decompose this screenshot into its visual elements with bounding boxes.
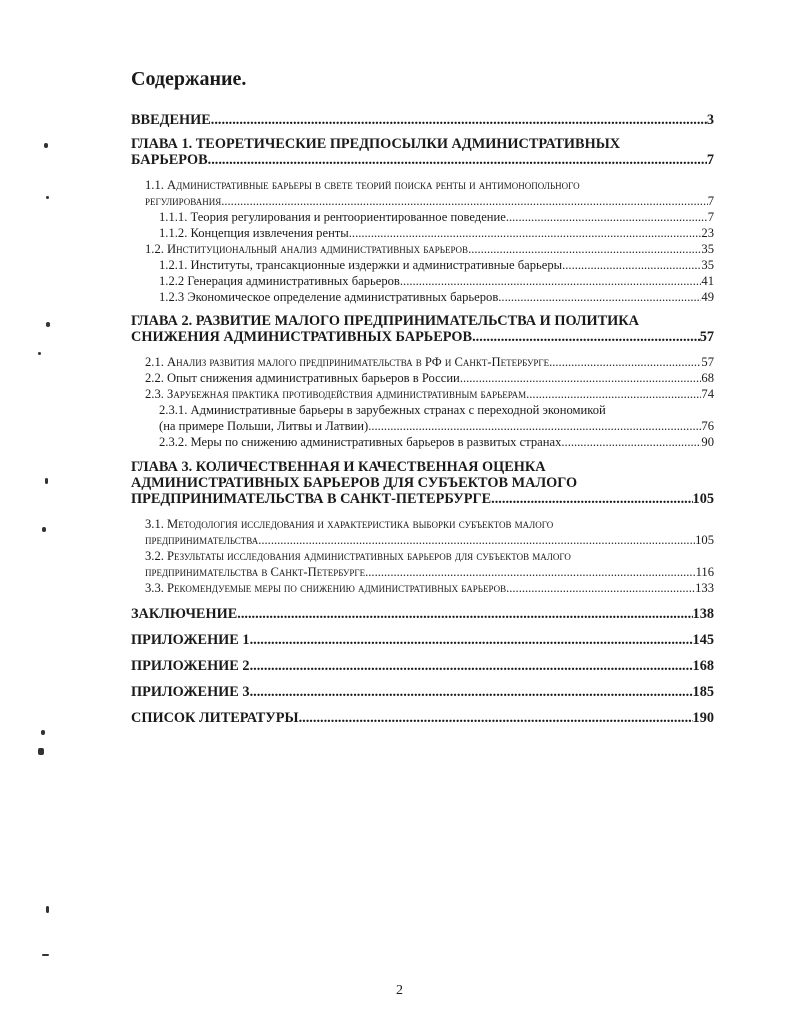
toc-entry-text: СПИСОК ЛИТЕРАТУРЫ. — [131, 710, 303, 726]
toc-entry-text: ПРЕДПРИНИМАТЕЛЬСТВА В САНКТ-ПЕТЕРБУРГЕ — [131, 491, 492, 507]
toc-entry-references — [131, 710, 714, 726]
toc-page-number: 7 — [707, 210, 714, 224]
toc-page-number: 41 — [701, 274, 714, 288]
toc-entry-chapter-3 — [131, 459, 714, 507]
toc-page-number: 168 — [692, 658, 714, 674]
scan-mark — [46, 196, 49, 199]
toc-entry-text: АДМИНИСТРАТИВНЫХ БАРЬЕРОВ ДЛЯ СУБЪЕКТОВ МАЛОГО — [131, 475, 578, 491]
toc-entry-1-2-1 — [131, 257, 714, 273]
toc-page-number: 74 — [701, 387, 714, 401]
toc-entry-text: ПРИЛОЖЕНИЕ 2. — [131, 658, 254, 674]
toc-page-number: 105 — [692, 491, 714, 507]
toc-page-number: 190 — [692, 710, 714, 726]
toc-page-number: 68 — [701, 371, 714, 385]
toc-entry-text: 1.1.1. Теория регулирования и рентоориентированное поведение. — [159, 210, 509, 224]
toc-page-number: 145 — [692, 632, 714, 648]
toc-entry-text: 1.1.2. Концепция извлечения ренты — [159, 226, 349, 240]
toc-entry-text: ГЛАВА 3. КОЛИЧЕСТВЕННАЯ И КАЧЕСТВЕННАЯ ОЦЕНКА — [131, 459, 546, 475]
page-title: Содержание. — [131, 68, 247, 90]
scan-mark — [41, 730, 45, 735]
toc-entry-text: 2.3.1. Административные барьеры в зарубежных странах с переходной экономикой — [159, 403, 606, 417]
toc-entry-text: 3.2. Результаты исследования административных барьеров для субъектов малого — [145, 549, 571, 563]
toc-entry-text: ГЛАВА 1. ТЕОРЕТИЧЕСКИЕ ПРЕДПОСЫЛКИ АДМИНИСТРАТИВНЫХ — [131, 136, 621, 152]
toc-page-number: 57 — [699, 329, 714, 345]
toc-entry-text: 1.2.1. Институты, трансакционные издержки и административные барьеры — [159, 258, 563, 272]
toc-page-number: 116 — [695, 565, 714, 579]
toc-entry-text: предпринимательства. — [145, 533, 262, 547]
toc-page-number: 7 — [706, 152, 714, 168]
toc-entry-text: 1.1. Административные барьеры в свете теорий поиска ренты и антимонопольного — [145, 178, 580, 192]
toc-entry-appendix-1 — [131, 632, 714, 648]
scan-mark — [38, 352, 41, 355]
toc-entry-3-1 — [131, 516, 714, 548]
toc-entry-2-2 — [131, 370, 714, 386]
toc-entry-conclusion — [131, 606, 714, 622]
scan-mark — [38, 748, 44, 755]
toc-page-number: 138 — [692, 606, 714, 622]
toc-entry-appendix-2 — [131, 658, 714, 674]
toc-entry-text: ГЛАВА 2. РАЗВИТИЕ МАЛОГО ПРЕДПРИНИМАТЕЛЬСТВА И ПОЛИТИКА — [131, 313, 639, 329]
toc-entry-text: ПРИЛОЖЕНИЕ 1. — [131, 632, 254, 648]
toc-entry-appendix-3 — [131, 684, 714, 700]
toc-page-number: 7 — [707, 194, 714, 208]
toc-entry-text: (на примере Польши, Литвы и Латвии) — [159, 419, 369, 433]
toc-page-number: 3 — [706, 112, 714, 128]
toc-entry-text: 1.2.2 Генерация административных барьеров — [159, 274, 400, 288]
toc-entry-1-1 — [131, 177, 714, 209]
toc-page-number: 90 — [701, 435, 714, 449]
toc-entry-3-2 — [131, 548, 714, 580]
toc-entry-intro — [131, 112, 714, 128]
toc-entry-text: ЗАКЛЮЧЕНИЕ — [131, 606, 238, 622]
toc-entry-1-2 — [131, 241, 714, 257]
toc-page-number: 105 — [695, 533, 714, 547]
page-number: 2 — [396, 983, 403, 998]
toc-entry-text: 1.2. Институциональный анализ административных барьеров. — [145, 242, 472, 256]
scan-mark — [46, 322, 50, 327]
toc-entry-text: 2.2. Опыт снижения административных барьеров в России — [145, 371, 460, 385]
toc-entry-text: ВВЕДЕНИЕ — [131, 112, 211, 128]
toc-page-number: 23 — [701, 226, 714, 240]
table-of-contents — [131, 112, 714, 726]
toc-entry-text: предпринимательства в Санкт-Петербурге. — [145, 565, 369, 579]
scan-mark — [42, 527, 46, 532]
toc-entry-text: 3.3. Рекомендуемые меры по снижению административных барьеров — [145, 581, 507, 595]
scan-mark — [42, 954, 49, 956]
toc-page-number: 76 — [701, 419, 714, 433]
toc-entry-1-2-3 — [131, 289, 714, 305]
scan-mark — [45, 478, 48, 484]
toc-entry-text: ПРИЛОЖЕНИЕ 3. — [131, 684, 254, 700]
toc-entry-text: 1.2.3 Экономическое определение административных барьеров — [159, 290, 499, 304]
toc-entry-text: 2.3. Зарубежная практика противодействия административным барьерам — [145, 387, 527, 401]
toc-entry-1-1-2 — [131, 225, 714, 241]
toc-entry-1-1-1 — [131, 209, 714, 225]
toc-entry-2-3 — [131, 386, 714, 402]
toc-entry-text: 2.3.2. Меры по снижению административных барьеров в развитых странах — [159, 435, 562, 449]
toc-page-number: 133 — [695, 581, 714, 595]
toc-entry-1-2-2 — [131, 273, 714, 289]
toc-page-number: 49 — [701, 290, 714, 304]
toc-entry-chapter-1 — [131, 136, 714, 168]
toc-page-number: 35 — [701, 242, 714, 256]
toc-entry-2-1 — [131, 354, 714, 370]
toc-entry-3-3 — [131, 580, 714, 596]
toc-entry-text: БАРЬЕРОВ — [131, 152, 208, 168]
scan-mark — [44, 143, 48, 148]
toc-entry-2-3-1 — [131, 402, 714, 434]
toc-entry-2-3-2 — [131, 434, 714, 450]
toc-page-number: 57 — [701, 355, 714, 369]
toc-page-number: 35 — [701, 258, 714, 272]
toc-entry-text: 2.1. Анализ развития малого предпринимательства в РФ и Санкт-Петербурге — [145, 355, 550, 369]
toc-entry-text: регулирования. — [145, 194, 225, 208]
scan-mark — [46, 906, 49, 913]
toc-entry-chapter-2 — [131, 313, 714, 345]
toc-page-number: 185 — [692, 684, 714, 700]
toc-entry-text: 3.1. Методология исследования и характеристика выборки субъектов малого — [145, 517, 554, 531]
toc-entry-text: СНИЖЕНИЯ АДМИНИСТРАТИВНЫХ БАРЬЕРОВ — [131, 329, 473, 345]
